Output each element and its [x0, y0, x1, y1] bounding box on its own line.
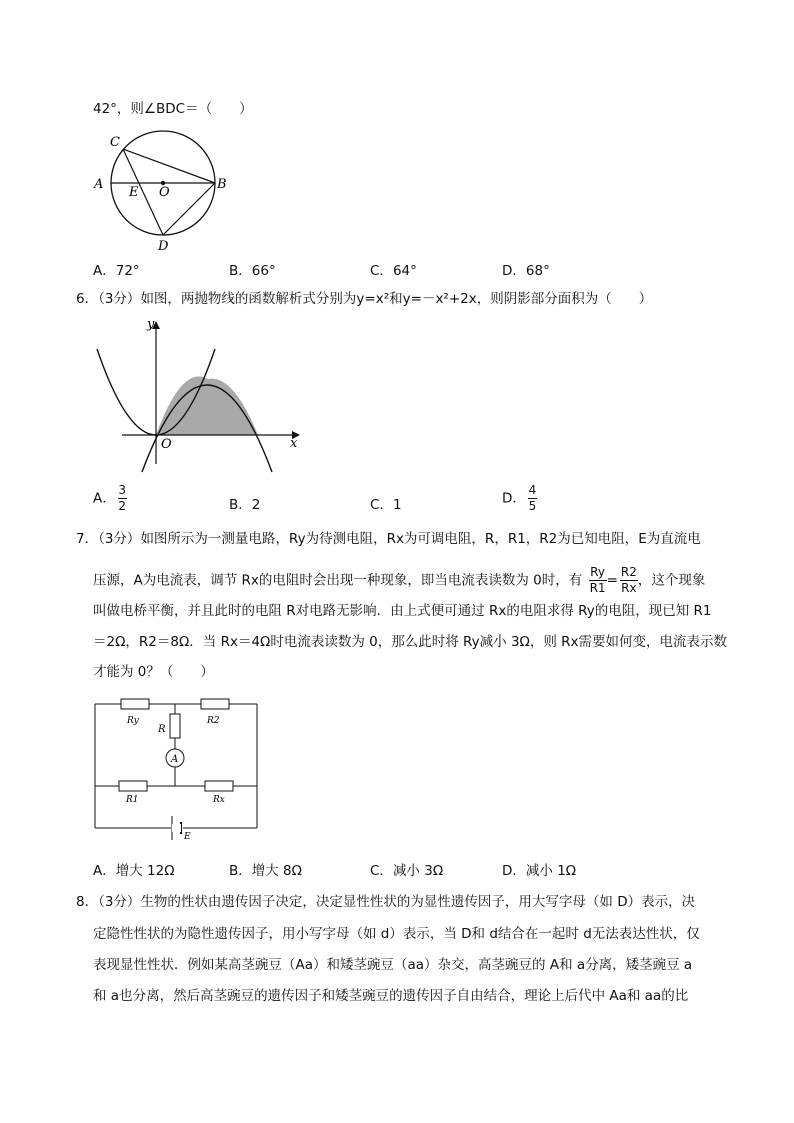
resistor-r2: [201, 699, 229, 709]
resistor-ry: [121, 699, 149, 709]
q6-option-b[interactable]: B．2: [229, 497, 261, 513]
q6-parabola-figure: [92, 314, 306, 474]
label-r2: R2: [207, 716, 220, 726]
q6-text: 如图，两抛物线的函数解析式分别为y=x²和y=－x²+2x，则阴影部分面积为（ ）: [140, 291, 653, 307]
q8-line-3: 表现显性性状．例如某高茎豌豆（Aa）和矮茎豌豆（aa）杂交，高茎豌豆的 A和 a分离，矮茎豌豆 a: [93, 957, 693, 973]
q8-score: （3分）: [98, 894, 141, 910]
q7-line-5: 才能为 0？（ ）: [93, 664, 214, 680]
label-o: O: [159, 185, 170, 200]
q7-option-c[interactable]: C．减小 3Ω: [370, 863, 444, 879]
bridge-fraction-left: $\frac{Ry}{R1}$: [589, 565, 606, 595]
q7-option-a[interactable]: A．增大 12Ω: [93, 863, 175, 879]
resistor-rx: [205, 781, 233, 791]
q6-number: 6．: [76, 291, 99, 307]
resistor-r: [170, 714, 180, 738]
q7-line-1: 7．（3分）如图所示为一测量电路，Ry为待测电阻，Rx为可调电阻，R，R1，R2为已知电阻，E为直流电: [76, 531, 701, 547]
label-x: x: [290, 436, 298, 451]
q6-option-a[interactable]: A． $\frac{3}{2}$: [93, 483, 127, 513]
q5-option-a[interactable]: A．72°: [93, 263, 140, 279]
label-d: D: [158, 239, 169, 254]
q7-line-3: 叫做电桥平衡，并且此时的电阻 R对电路无影响．由上式便可通过 Rx的电阻求得 Ry的电阻，现已知 R1: [93, 603, 712, 619]
q5-option-b[interactable]: B．66°: [229, 263, 276, 279]
q7-line-4: ＝2Ω，R2＝8Ω．当 Rx＝4Ω时电流表读数为 0，那么此时将 Ry减小 3Ω，则 Rx需要如何变，电流表示数: [93, 634, 728, 650]
q7-number: 7．: [76, 531, 99, 547]
q6-stem: [76, 289, 652, 309]
q7-score: （3分）: [98, 531, 141, 547]
label-rx: Rx: [213, 795, 225, 805]
label-e: E: [184, 832, 191, 840]
q8-line-2: 定隐性性状的为隐性遗传因子，用小写字母（如 d）表示，当 D和 d结合在一起时 d无法表达性状，仅: [93, 926, 700, 942]
bridge-fraction-right: $\frac{R2}{Rx}$: [620, 565, 637, 595]
label-b: B: [217, 177, 227, 192]
label-a: A: [94, 177, 104, 192]
label-ry: Ry: [127, 716, 139, 726]
q7-circuit-figure: [93, 696, 259, 840]
label-a: A: [171, 754, 179, 765]
q5-stem-tail: 42°，则∠BDC＝（ ）: [93, 101, 253, 117]
q8-number: 8．: [76, 894, 99, 910]
resistor-r1: [119, 781, 147, 791]
label-r1: R1: [126, 795, 139, 805]
label-e: E: [129, 185, 139, 200]
q7-option-d[interactable]: D．减小 1Ω: [502, 863, 577, 879]
label-y: y: [147, 317, 155, 332]
label-r: R: [158, 724, 166, 735]
q7-option-b[interactable]: B．增大 8Ω: [229, 863, 302, 879]
label-c: C: [110, 135, 120, 150]
q5-circle-figure: [86, 128, 236, 254]
label-origin: O: [161, 437, 172, 452]
q6-option-c[interactable]: C．1: [370, 497, 402, 513]
q8-line-1: 8．（3分）生物的性状由遗传因子决定，决定显性性状的为显性遗传因子，用大写字母（如 D）表示，决: [76, 894, 696, 910]
fraction: $\frac{4}{5}$: [528, 483, 537, 513]
q6-score: （3分）: [98, 291, 141, 307]
fraction: $\frac{3}{2}$: [118, 483, 127, 513]
q5-option-d[interactable]: D．68°: [502, 263, 550, 279]
q5-option-c[interactable]: C．64°: [370, 263, 417, 279]
chord-db: [163, 183, 215, 235]
q8-line-4: 和 a也分离，然后高茎豌豆的遗传因子和矮茎豌豆的遗传因子自由结合，理论上后代中 Aa和 aa的比: [93, 988, 689, 1004]
q6-option-d[interactable]: D． $\frac{4}{5}$: [502, 483, 537, 513]
q7-line-2: 压源，A为电流表，调节 Rx的电阻时会出现一种现象，即当电流表读数为 0时，有 $\frac{Ry}{R1}$ = $\frac{R2}{Rx}$ ，这个现象: [93, 565, 706, 595]
